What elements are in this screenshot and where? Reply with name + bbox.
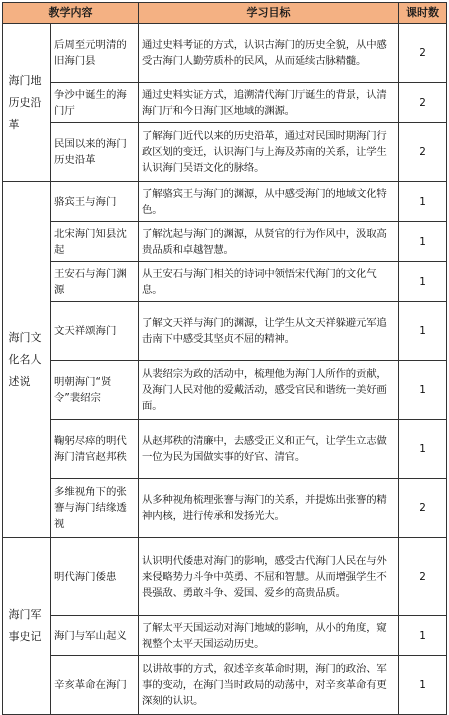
table-row — [3, 302, 447, 361]
goal-cell: 通过史料考证的方式，认识古海门的历史全貌，从中感受古海门人勤劳质朴的民风，从而延续古脉精髓。 — [139, 24, 399, 83]
topic-cell: 文天祥颂海门 — [51, 302, 139, 361]
category-cell: 海门军事史记 — [3, 538, 51, 715]
table-row — [3, 656, 447, 715]
table-row — [3, 182, 447, 222]
goal-cell: 从赵邦秩的清廉中，去感受正义和正气，让学生立志做一位为民为国做实事的好官、清官。 — [139, 420, 399, 479]
hours-cell: 1 — [399, 361, 447, 420]
category-cell: 海门地历史沿革 — [3, 24, 51, 182]
table-row — [3, 616, 447, 656]
topic-cell: 北宋海门知县沈起 — [51, 222, 139, 262]
header-content: 教学内容 — [3, 3, 139, 24]
table-row — [3, 83, 447, 123]
header-hours: 课时数 — [399, 3, 447, 24]
goal-cell: 认识明代倭患对海门的影响，感受古代海门人民在与外来侵略势力斗争中英勇、不屈和智慧。从而增强学生不畏强敌、勇敢斗争、爱国、爱乡的高贵品质。 — [139, 538, 399, 616]
header-goal: 学习目标 — [139, 3, 399, 24]
goal-cell: 了解海门近代以来的历史沿革，通过对民国时期海门行政区划的变迁，认识海门与上海及苏南的关系，让学生认识海门吴语文化的脉络。 — [139, 123, 399, 182]
topic-cell: 明代海门倭患 — [51, 538, 139, 616]
goal-cell: 从裴绍宗为政的活动中，梳理他为海门人所作的贡献，及海门人民对他的爱戴活动，感受官民和谐统一美好画面。 — [139, 361, 399, 420]
hours-cell: 1 — [399, 420, 447, 479]
table-row — [3, 123, 447, 182]
table-row — [3, 361, 447, 420]
hours-cell: 2 — [399, 24, 447, 83]
table-row — [3, 538, 447, 616]
hours-cell: 2 — [399, 479, 447, 538]
hours-cell: 1 — [399, 262, 447, 302]
topic-cell: 后周至元明清的旧海门县 — [51, 24, 139, 83]
topic-cell: 辛亥革命在海门 — [51, 656, 139, 715]
hours-cell: 1 — [399, 616, 447, 656]
topic-cell: 争沙中诞生的海门厅 — [51, 83, 139, 123]
table-row — [3, 222, 447, 262]
topic-cell: 明朝海门“贤令”裴绍宗 — [51, 361, 139, 420]
topic-cell: 海门与军山起义 — [51, 616, 139, 656]
goal-cell: 了解太平天国运动对海门地域的影响，从小的角度，窥视整个太平天国运动历史。 — [139, 616, 399, 656]
table-row — [3, 479, 447, 538]
table-row — [3, 24, 447, 83]
hours-cell: 1 — [399, 302, 447, 361]
topic-cell: 多维视角下的张謇与海门结缘透视 — [51, 479, 139, 538]
curriculum-table — [2, 2, 447, 715]
goal-cell: 通过史料实证方式，追溯清代海门厅诞生的背景，认清海门厅和今日海门区地域的渊源。 — [139, 83, 399, 123]
hours-cell: 2 — [399, 123, 447, 182]
table-row — [3, 262, 447, 302]
hours-cell: 1 — [399, 182, 447, 222]
goal-cell: 了解文天祥与海门的渊源，让学生从文天祥躲避元军追击南下中感受其坚贞不屈的精神。 — [139, 302, 399, 361]
goal-cell: 从王安石与海门相关的诗词中领悟宋代海门的文化气息。 — [139, 262, 399, 302]
hours-cell: 2 — [399, 538, 447, 616]
hours-cell: 1 — [399, 222, 447, 262]
topic-cell: 骆宾王与海门 — [51, 182, 139, 222]
category-cell: 海门文化名人述说 — [3, 182, 51, 538]
hours-cell: 2 — [399, 83, 447, 123]
topic-cell: 鞠躬尽瘁的明代海门清官赵邦秩 — [51, 420, 139, 479]
goal-cell: 了解沈起与海门的渊源，从贤官的行为作风中，汲取高贵品质和卓越智慧。 — [139, 222, 399, 262]
hours-cell: 1 — [399, 656, 447, 715]
goal-cell: 以讲故事的方式，叙述辛亥革命时期，海门的政治、军事的变动，在海门当时政局的动荡中，对辛亥革命有更深刻的认识。 — [139, 656, 399, 715]
goal-cell: 从多种视角梳理张謇与海门的关系，并提炼出张謇的精神内核，进行传承和发扬光大。 — [139, 479, 399, 538]
goal-cell: 了解骆宾王与海门的渊源，从中感受海门的地域文化特色。 — [139, 182, 399, 222]
topic-cell: 王安石与海门渊源 — [51, 262, 139, 302]
table-row — [3, 420, 447, 479]
header-row — [3, 3, 447, 24]
topic-cell: 民国以来的海门历史沿革 — [51, 123, 139, 182]
